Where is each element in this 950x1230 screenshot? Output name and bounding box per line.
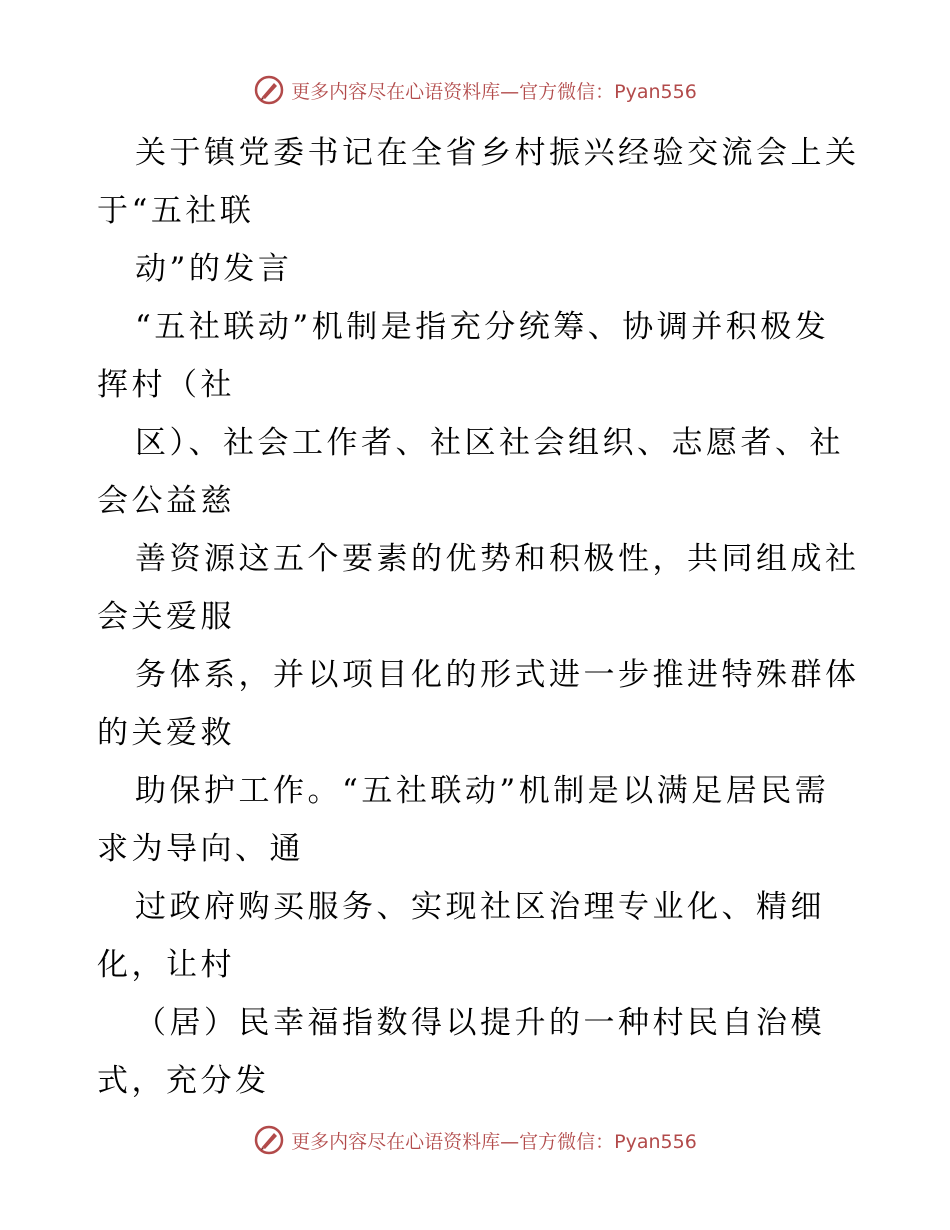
text-line: 会公益慈 (97, 483, 235, 519)
watermark-text (291, 1127, 697, 1154)
watermark-label: 更多内容尽在心语资料库—官方微信： (291, 80, 615, 103)
text-line: “五社联动”机制是指充分统筹、协调并积极发 (135, 309, 830, 345)
text-line: 挥村（社 (97, 367, 235, 403)
text-line: （居）民幸福指数得以提升的一种村民自治模 (135, 1005, 825, 1041)
watermark-text (291, 77, 697, 104)
text-line: 会关爱服 (97, 599, 235, 635)
text-line: 化，让村 (97, 947, 235, 983)
pen-logo-icon (253, 74, 285, 106)
text-line: 求为导向、通 (97, 831, 304, 867)
footer-watermark (0, 1120, 950, 1160)
text-line: 于“五社联 (97, 193, 255, 229)
watermark-wechat-id: Pyan556 (614, 80, 697, 103)
watermark-wechat-id: Pyan556 (614, 1130, 697, 1153)
document-body (97, 124, 860, 1110)
text-line: 善资源这五个要素的优势和积极性，共同组成社 (135, 541, 860, 577)
pen-logo-icon (253, 1124, 285, 1156)
text-line: 区）、社会工作者、社区社会组织、志愿者、社 (135, 425, 844, 461)
text-line: 的关爱救 (97, 715, 235, 751)
watermark-label: 更多内容尽在心语资料库—官方微信： (291, 1130, 615, 1153)
text-line: 务体系，并以项目化的形式进一步推进特殊群体 (135, 657, 860, 693)
text-line: 式，充分发 (97, 1063, 270, 1099)
text-line: 助保护工作。“五社联动”机制是以满足居民需 (135, 773, 830, 809)
text-line: 关于镇党委书记在全省乡村振兴经验交流会上关 (135, 135, 860, 171)
text-line: 动”的发言 (135, 251, 293, 287)
header-watermark (0, 70, 950, 110)
text-line: 过政府购买服务、实现社区治理专业化、精细 (135, 889, 825, 925)
